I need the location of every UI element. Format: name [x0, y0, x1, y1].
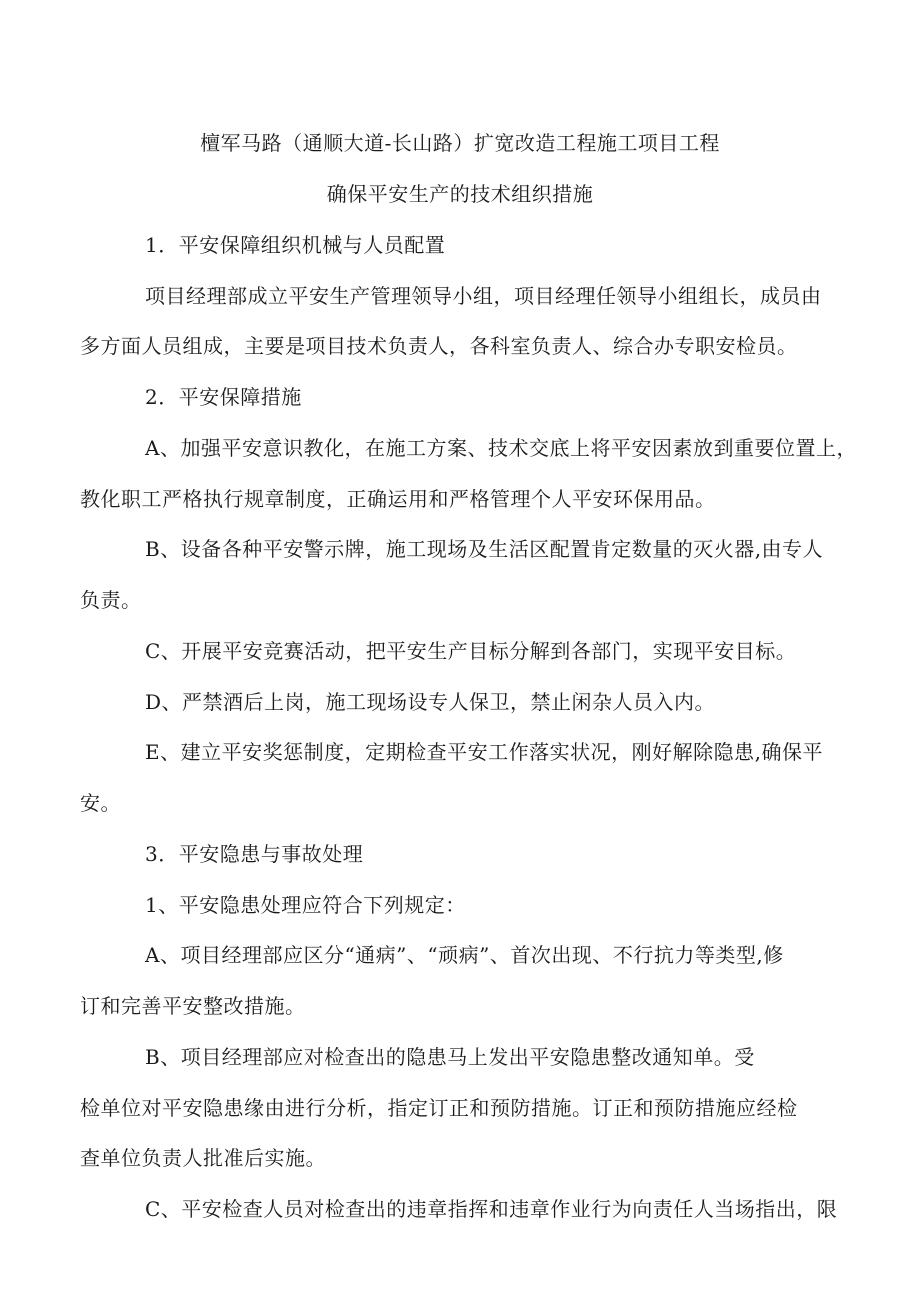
section-1-heading: 1．平安保障组织机械与人员配置 — [145, 233, 446, 257]
section-3-heading: 3．平安隐患与事故处理 — [145, 842, 364, 866]
title-line-1: 檀军马路（通顺大道-长山路）扩宽改造工程施工项目工程 — [200, 131, 720, 155]
title-line-2: 确保平安生产的技术组织措施 — [326, 182, 594, 206]
item-d: D、严禁酒后上岗，施工现场设专人保卫，禁止闲杂人员入内。 — [145, 690, 716, 714]
item-e-line-1: E、建立平安奖惩制度，定期检查平安工作落实状况，刚好解除隐患,确保平 — [145, 740, 823, 764]
section-1-paragraph-line-1: 项目经理部成立平安生产管理领导小组，项目经理任领导小组组长，成员由 — [145, 284, 822, 308]
sub-b-line-2: 检单位对平安隐患缘由进行分析，指定订正和预防措施。订正和预防措施应经检 — [80, 1096, 798, 1120]
section-1-paragraph-line-2: 多方面人员组成，主要是项目技术负责人，各科室负责人、综合办专职安检员。 — [80, 334, 798, 358]
section-2-heading: 2．平安保障措施 — [145, 385, 302, 409]
sub-1-heading: 1、平安隐患处理应符合下列规定： — [145, 893, 466, 917]
item-b-line-1: B、设备各种平安警示牌，施工现场及生活区配置肯定数量的灭火器,由专人 — [145, 537, 824, 561]
sub-a-line-2: 订和完善平安整改措施。 — [80, 994, 306, 1018]
item-b-line-2: 负责。 — [80, 588, 142, 612]
sub-b-line-3: 查单位负责人批准后实施。 — [80, 1146, 326, 1170]
sub-b-line-1: B、项目经理部应对检查出的隐患马上发出平安隐患整改通知单。受 — [145, 1045, 755, 1069]
sub-a-line-1: A、项目经理部应区分“通病”、“顽病”、首次出现、不行抗力等类型,修 — [145, 943, 784, 967]
item-e-line-2: 安。 — [80, 791, 121, 815]
item-a-line-2: 教化职工严格执行规章制度，正确运用和严格管理个人平安环保用品。 — [80, 487, 716, 511]
item-c: C、开展平安竞赛活动，把平安生产目标分解到各部门，实现平安目标。 — [145, 639, 797, 663]
item-a-line-1: A、加强平安意识教化，在施工方案、技术交底上将平安因素放到重要位置上， — [145, 436, 857, 460]
sub-c-line-1: C、平安检查人员对检查出的违章指挥和违章作业行为向责任人当场指出，限 — [145, 1197, 838, 1221]
